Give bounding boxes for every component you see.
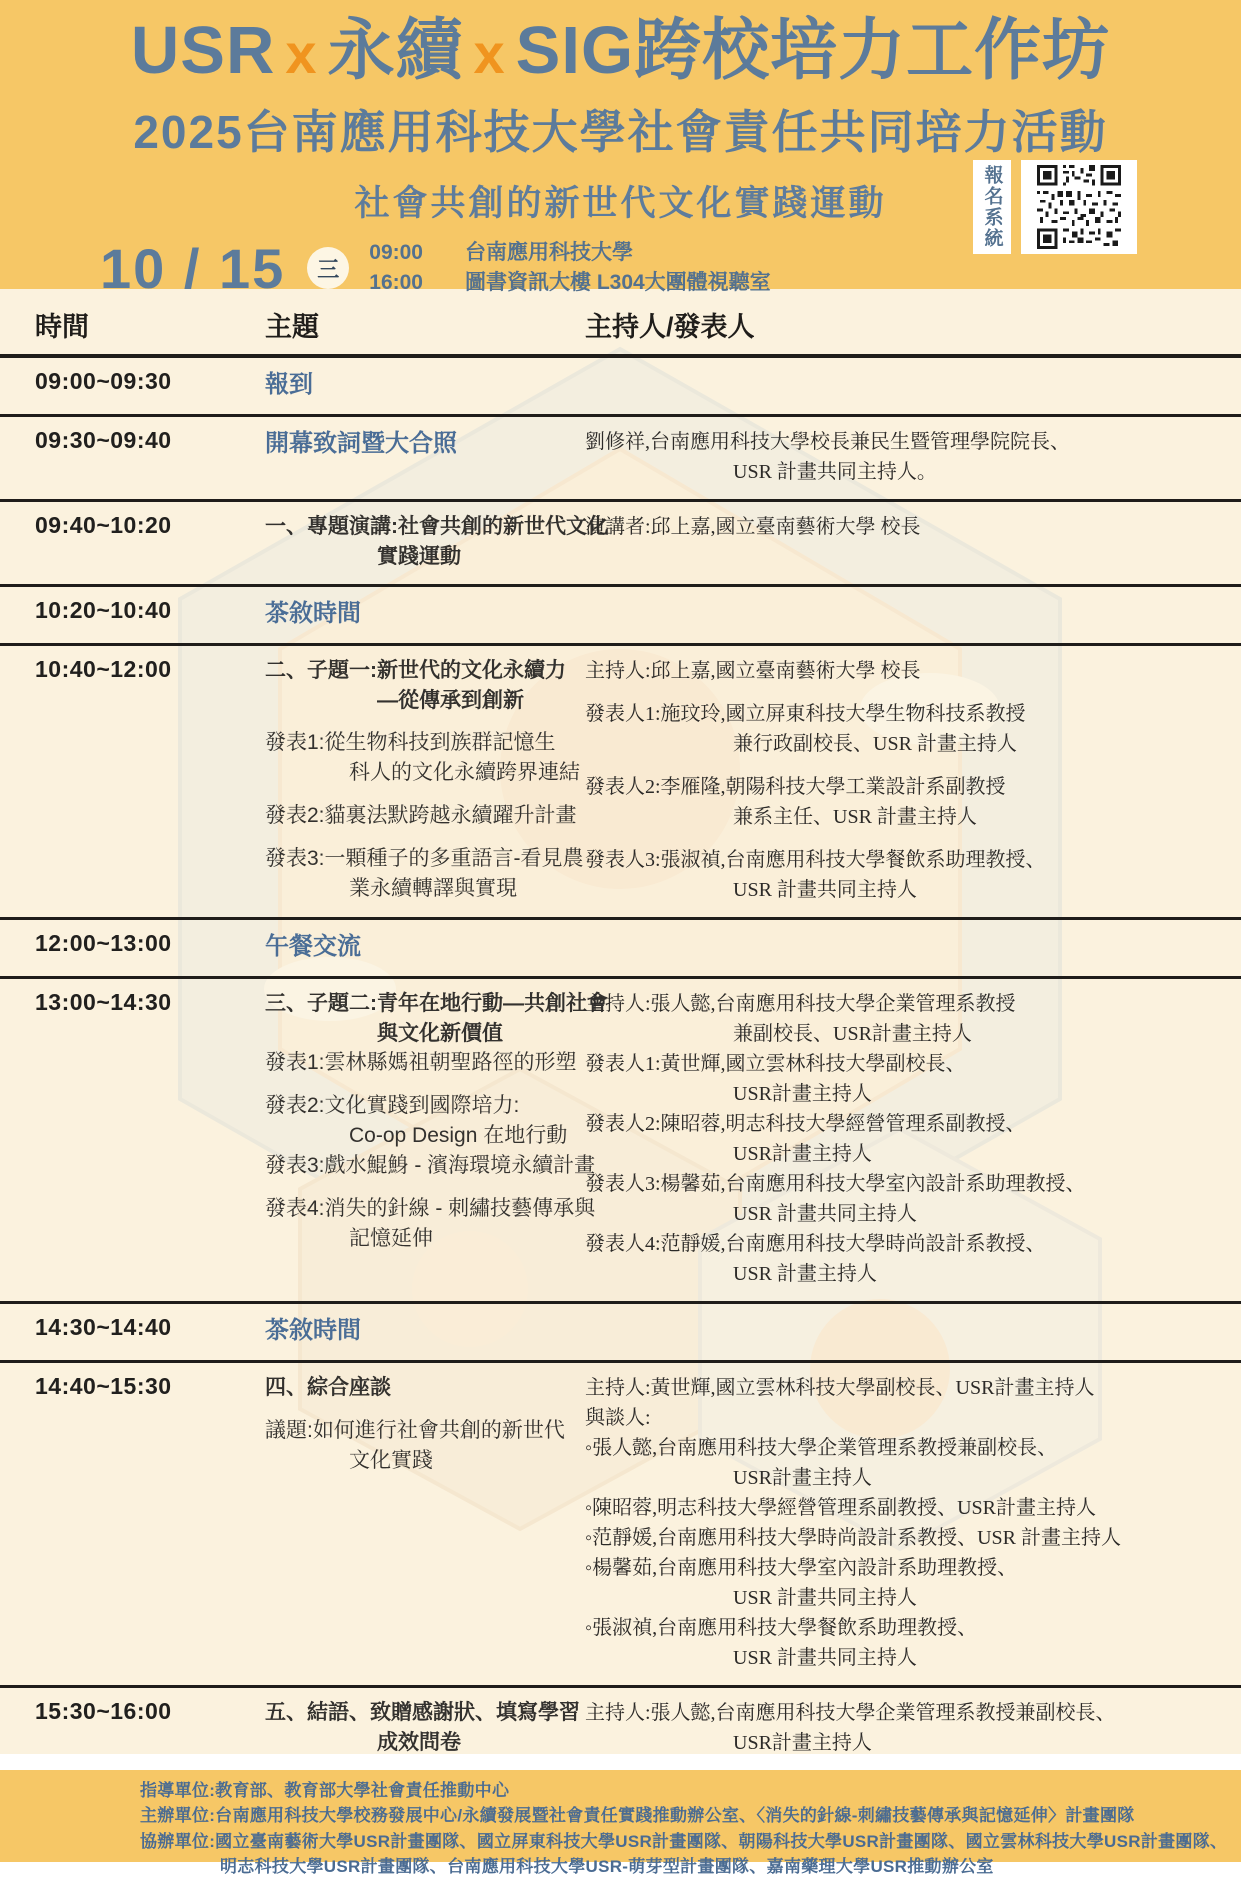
row-host (585, 1698, 1241, 1758)
registration-block (973, 160, 1137, 254)
table-row (0, 417, 1241, 502)
registration-label: 報名系統 (973, 160, 1011, 254)
row-topic (235, 597, 585, 631)
topic-line: 報到 (265, 371, 313, 398)
column-header-time: 時間 (35, 312, 89, 342)
host-line: USR計畫主持人 (733, 1142, 872, 1165)
row-topic (235, 1373, 585, 1673)
end-time: 16:00 (369, 271, 423, 295)
topic-line: 三、子題二:青年在地行動—共創社會 (265, 991, 608, 1015)
topic-line: Co-op Design 在地行動 (349, 1124, 568, 1148)
table-row (0, 920, 1241, 979)
row-topic (235, 930, 585, 964)
topic-line: 議題:如何進行社會共創的新世代 (265, 1418, 565, 1442)
host-line: ◦楊馨茹,台南應用科技大學室內設計系助理教授、 (585, 1556, 1018, 1579)
row-time: 09:30~09:40 (35, 427, 172, 454)
topic-line: 茶敘時間 (265, 599, 361, 627)
table-row (0, 979, 1241, 1304)
topic-line: 發表4:消失的針線 - 刺繡技藝傳承與 (265, 1196, 596, 1220)
topic-line: 發表3:一顆種子的多重語言-看見農 (265, 846, 584, 870)
topic-line: 發表1:從生物科技到族群記憶生 (265, 731, 556, 755)
host-line: USR 計畫共同主持人 (733, 1646, 917, 1669)
table-row (0, 1304, 1241, 1363)
row-host (585, 427, 1241, 487)
table-row (0, 587, 1241, 646)
host-line: 發表人2:李雁隆,朝陽科技大學工業設計系副教授 (585, 775, 1006, 798)
host-line: 發表人3:楊馨茹,台南應用科技大學室內設計系助理教授、 (585, 1172, 1086, 1195)
host-line: 兼行政副校長、USR 計畫主持人 (733, 732, 1017, 755)
row-time: 12:00~13:00 (35, 929, 172, 956)
topic-line: 記憶延伸 (349, 1226, 433, 1250)
topic-line: 五、結語、致贈感謝狀、填寫學習 (265, 1700, 580, 1724)
host-line: 劉修祥,台南應用科技大學校長兼民生暨管理學院院長、 (585, 431, 1070, 454)
topic-line: 成效問卷 (377, 1730, 461, 1754)
topic-line: 業永續轉譯與實現 (349, 876, 517, 900)
poster-header (0, 0, 1241, 300)
topic-line: 開幕致詞暨大合照 (265, 430, 457, 458)
title-x-separator: x (473, 22, 506, 85)
host-line: 發表人2:陳昭蓉,明志科技大學經營管理系副教授、 (585, 1112, 1026, 1135)
host-line: USR計畫主持人 (733, 1466, 872, 1489)
host-line: USR計畫主持人 (733, 1731, 872, 1754)
row-time: 14:30~14:40 (35, 1313, 172, 1340)
row-host (585, 1314, 1241, 1348)
row-host (585, 656, 1241, 905)
event-date: 10 / 15 (100, 236, 286, 300)
row-host (585, 368, 1241, 402)
row-host (585, 1373, 1241, 1673)
footer-coorganizer-line-2: 明志科技大學USR計畫團隊、台南應用科技大學USR-萌芽型計畫團隊、嘉南藥理大學USR推動辦公室 (220, 1857, 994, 1877)
topic-line: 文化實踐 (349, 1448, 433, 1472)
column-header-host: 主持人/發表人 (585, 312, 755, 342)
tagline: 社會共創的新世代文化實踐運動 (354, 183, 887, 223)
table-row (0, 646, 1241, 920)
footer-organizer-line: 主辦單位:台南應用科技大學校務發展中心/永續發展暨社會責任實踐推動辦公室、〈消失的針線-刺繡技藝傳承與記憶延伸〉計畫團隊 (140, 1806, 1135, 1826)
schedule-rows (0, 358, 1241, 1770)
row-time: 10:20~10:40 (35, 596, 172, 623)
host-line: USR 計畫共同主持人。 (733, 461, 937, 484)
host-line: 發表人4:范靜媛,台南應用科技大學時尚設計系教授、 (585, 1232, 1046, 1255)
topic-line: 四、綜合座談 (265, 1375, 391, 1399)
row-topic (235, 656, 585, 905)
footer-advisor-line: 指導單位:教育部、教育部大學社會責任推動中心 (140, 1780, 510, 1800)
topic-line: 二、子題一:新世代的文化永續力 (265, 658, 566, 682)
host-line: USR 計畫主持人 (733, 1262, 877, 1285)
host-line: 與談人: (585, 1406, 651, 1429)
host-line: 主持人:黃世輝,國立雲林科技大學副校長、USR計畫主持人 (585, 1376, 1095, 1399)
topic-line: 一、專題演講:社會共創的新世代文化 (265, 515, 608, 539)
row-time: 09:40~10:20 (35, 512, 172, 539)
title-part-sustain: 永續 (327, 13, 464, 88)
host-line: 主持人:張人懿,台南應用科技大學企業管理系教授兼副校長、 (585, 1701, 1116, 1724)
topic-line: 午餐交流 (265, 932, 361, 960)
venue-line-1: 台南應用科技大學 (464, 240, 633, 264)
row-host (585, 512, 1241, 572)
host-line: USR 計畫共同主持人 (733, 878, 917, 901)
row-host (585, 989, 1241, 1289)
topic-line: —從傳承到創新 (377, 688, 524, 712)
table-row (0, 502, 1241, 587)
host-line: 兼系主任、USR 計畫主持人 (733, 805, 977, 828)
host-line: 主持人:邱上嘉,國立臺南藝術大學 校長 (585, 659, 921, 682)
table-row (0, 358, 1241, 417)
topic-line: 發表1:雲林縣媽祖朝聖路徑的形塑 (265, 1051, 577, 1075)
host-line: ◦陳昭蓉,明志科技大學經營管理系副教授、USR計畫主持人 (585, 1496, 1096, 1519)
row-time: 09:00~09:30 (35, 368, 172, 394)
row-time: 14:40~15:30 (35, 1372, 172, 1399)
host-line: ◦范靜媛,台南應用科技大學時尚設計系教授、USR 計畫主持人 (585, 1526, 1121, 1549)
row-time: 10:40~12:00 (35, 655, 172, 682)
venue-line-2: 圖書資訊大樓 L304大團體視聽室 (464, 271, 771, 295)
subtitle: 2025台南應用科技大學社會責任共同培力活動 (133, 105, 1108, 158)
topic-line: 發表3:戲水鯤鯓 - 濱海環境永續計畫 (265, 1153, 596, 1177)
qr-code-image (1037, 165, 1121, 249)
footer-credits (0, 1770, 1241, 1877)
topic-line: 與文化新價值 (377, 1021, 503, 1045)
schedule-table (0, 289, 1241, 1770)
column-header-topic: 主題 (265, 312, 319, 342)
row-topic (235, 1698, 585, 1758)
host-line: 發表人3:張淑禎,台南應用科技大學餐飲系助理教授、 (585, 848, 1046, 871)
table-row (0, 1363, 1241, 1688)
row-time: 15:30~16:00 (35, 1697, 172, 1724)
host-line: USR計畫主持人 (733, 1082, 872, 1105)
row-topic (235, 427, 585, 487)
main-title (0, 14, 1241, 88)
topic-line: 發表2:貓裏法默跨越永續躍升計畫 (265, 804, 577, 828)
registration-qr-code[interactable] (1021, 160, 1137, 254)
topic-line: 茶敘時間 (265, 1316, 361, 1344)
table-header-row (0, 289, 1241, 358)
title-x-separator: x (285, 22, 318, 85)
row-topic (235, 368, 585, 402)
weekday-badge: 三 (307, 247, 349, 289)
host-line: USR 計畫共同主持人 (733, 1202, 917, 1225)
host-line: 兼副校長、USR計畫主持人 (733, 1022, 972, 1045)
topic-line: 科人的文化永續跨界連結 (349, 761, 580, 785)
row-host (585, 930, 1241, 964)
row-topic (235, 512, 608, 572)
title-part-sig: SIG跨校培力工作坊 (515, 13, 1111, 88)
host-line: 演講者:邱上嘉,國立臺南藝術大學 校長 (585, 516, 921, 539)
footer-coorganizer-line: 協辦單位:國立臺南藝術大學USR計畫團隊、國立屏東科技大學USR計畫團隊、朝陽科技大學USR計畫團隊、國立雲林科技大學USR計畫團隊、 (140, 1831, 1228, 1851)
table-row (0, 1688, 1241, 1770)
topic-line: 實踐運動 (377, 544, 461, 568)
start-time: 09:00 (369, 240, 423, 264)
row-topic (235, 989, 608, 1289)
host-line: ◦張人懿,台南應用科技大學企業管理系教授兼副校長、 (585, 1436, 1058, 1459)
host-line: 主持人:張人懿,台南應用科技大學企業管理系教授 (585, 992, 1016, 1015)
topic-line: 發表2:文化實踐到國際培力: (265, 1094, 520, 1118)
row-topic (235, 1314, 585, 1348)
host-line: 發表人1:黃世輝,國立雲林科技大學副校長、 (585, 1052, 966, 1075)
host-line: ◦張淑禎,台南應用科技大學餐飲系助理教授、 (585, 1616, 978, 1639)
row-host (585, 597, 1241, 631)
host-line: USR 計畫共同主持人 (733, 1586, 917, 1609)
title-part-usr: USR (130, 13, 276, 88)
row-time: 13:00~14:30 (35, 988, 172, 1015)
host-line: 發表人1:施玟玲,國立屏東科技大學生物科技系教授 (585, 702, 1026, 725)
